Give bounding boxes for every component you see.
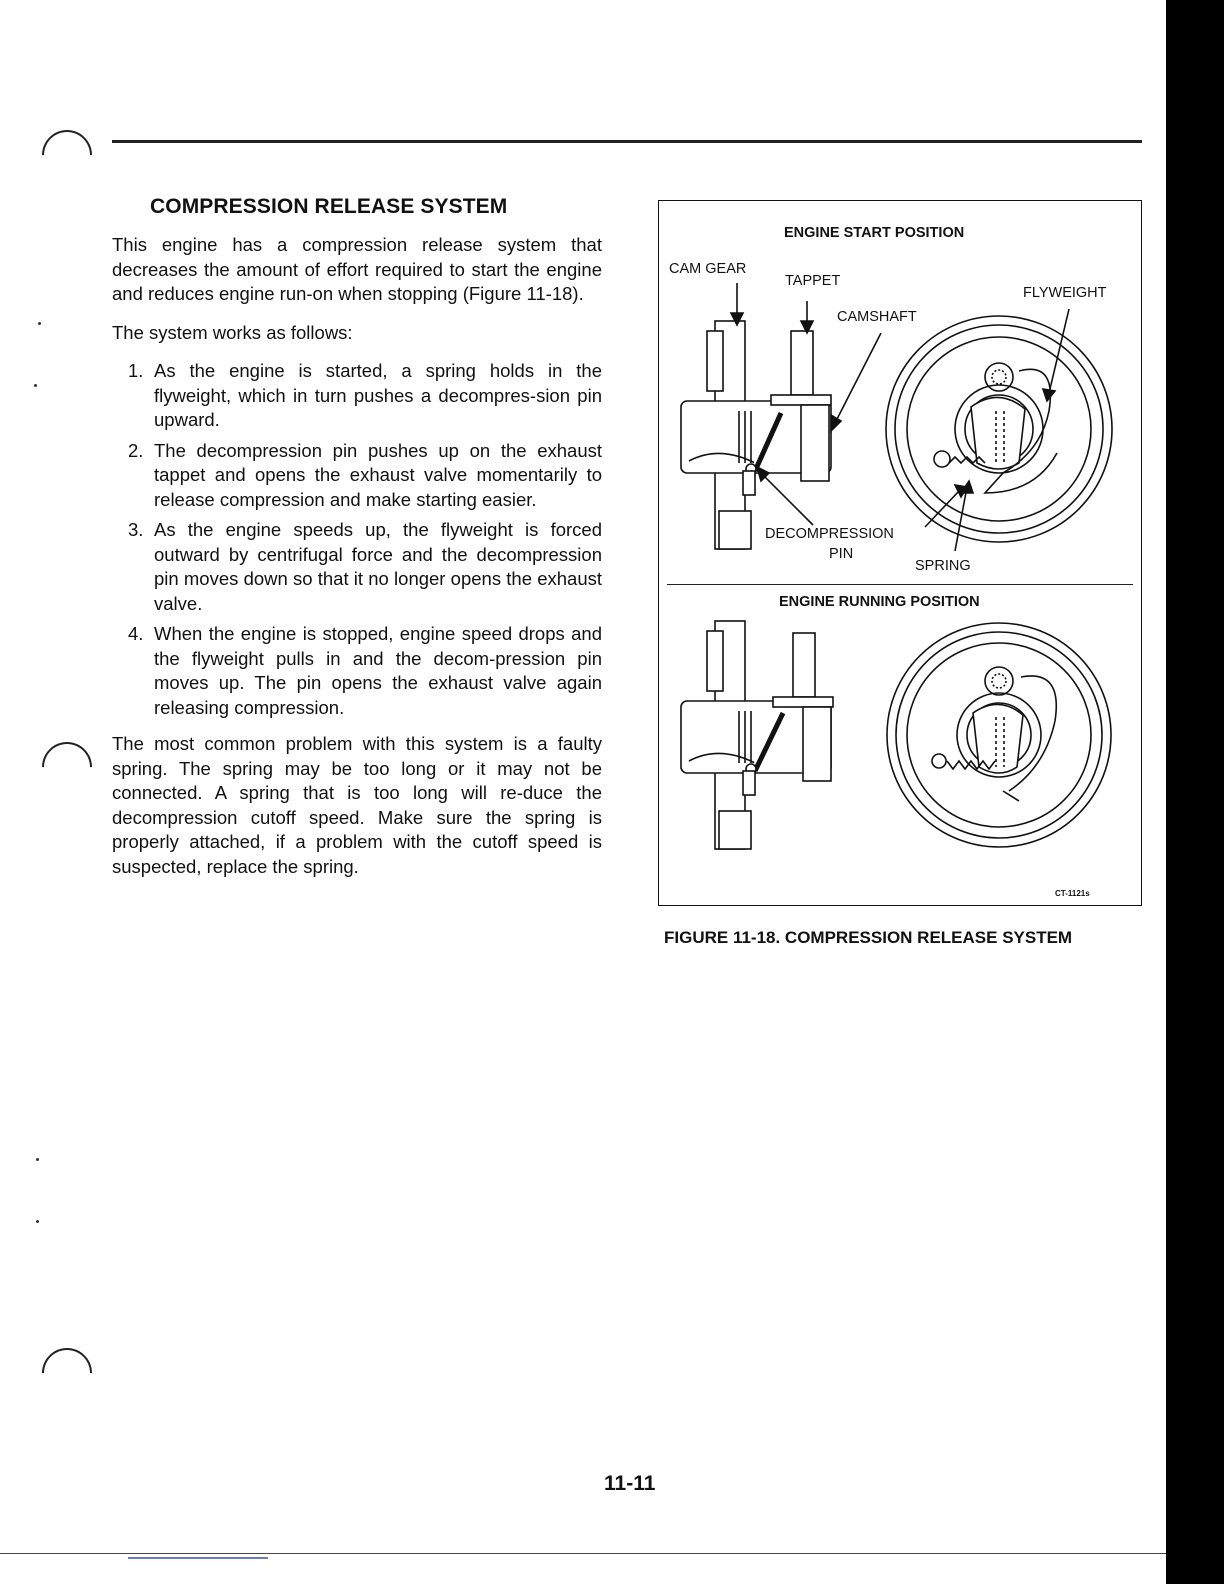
decompression-label: DECOMPRESSION [765, 526, 894, 542]
scan-speck [36, 1158, 39, 1161]
figure-divider [667, 584, 1133, 585]
engine-start-title: ENGINE START POSITION [784, 225, 965, 241]
engine-running-title: ENGINE RUNNING POSITION [779, 594, 980, 610]
closing-paragraph: The most common problem with this system is a faulty spring. The spring may be too long or it may not be connected. A spring that is too long will re-duce the decompression cutoff speed. Make sure the spring is properly attached, if a problem with the cutoff speed is suspected, replace the spring. [112, 733, 602, 877]
step-item [112, 622, 602, 720]
page-number: 11-11 [604, 1472, 656, 1495]
step-item [112, 518, 602, 616]
scan-speck [38, 322, 41, 325]
footer-rule [0, 1553, 1166, 1554]
step-text: The decompression pin pushes up on the exhaust tappet and opens the exhaust valve momentarily to release compression and make starting easier. [154, 439, 602, 510]
step-text: As the engine speeds up, the flyweight is forced outward by centrifugal force and the decompression pin moves down so that it no longer opens the exhaust valve. [154, 519, 602, 614]
binder-hole-bottom [32, 1338, 103, 1409]
step-item [112, 359, 602, 433]
intro-paragraph: This engine has a compression release system that decreases the amount of effort required to start the engine and reduces engine run-on when stopping (Figure 11-18). [112, 234, 602, 304]
pin-label: PIN [829, 546, 854, 562]
section-title: COMPRESSION RELEASE SYSTEM [150, 195, 508, 218]
step-number: 1. [128, 360, 144, 381]
figure-box [658, 200, 1142, 906]
compression-release-diagram [659, 201, 1141, 905]
camshaft-label: CAMSHAFT [837, 309, 917, 325]
scan-speck [36, 1220, 39, 1223]
figure-caption: FIGURE 11-18. COMPRESSION RELEASE SYSTEM [664, 928, 1073, 947]
step-number: 4. [128, 623, 144, 644]
article-column [112, 195, 602, 893]
flyweight-label: FLYWEIGHT [1023, 285, 1107, 301]
spring-label: SPRING [915, 558, 971, 574]
step-text: When the engine is stopped, engine speed drops and the flyweight pulls in and the decom-pression pin moves up. The pin opens the exhaust valve again releasing compression. [154, 623, 602, 718]
step-number: 2. [128, 439, 144, 461]
step-number: 3. [128, 519, 144, 540]
header-rule [112, 140, 1142, 143]
lead-paragraph: The system works as follows: [112, 321, 353, 343]
steps-list [112, 359, 602, 720]
scan-edge [1166, 0, 1224, 1584]
cam-gear-label: CAM GEAR [669, 261, 747, 277]
figure-code: CT-1121s [1055, 889, 1090, 898]
binder-hole-middle [32, 732, 103, 803]
footer-mark [128, 1557, 268, 1559]
step-text: As the engine is started, a spring holds in the flyweight, which in turn pushes a decompres-sion pin upward. [154, 360, 602, 430]
tappet-label: TAPPET [785, 273, 841, 289]
scan-speck [34, 384, 37, 387]
binder-hole-top [32, 120, 103, 191]
step-item [112, 439, 602, 513]
